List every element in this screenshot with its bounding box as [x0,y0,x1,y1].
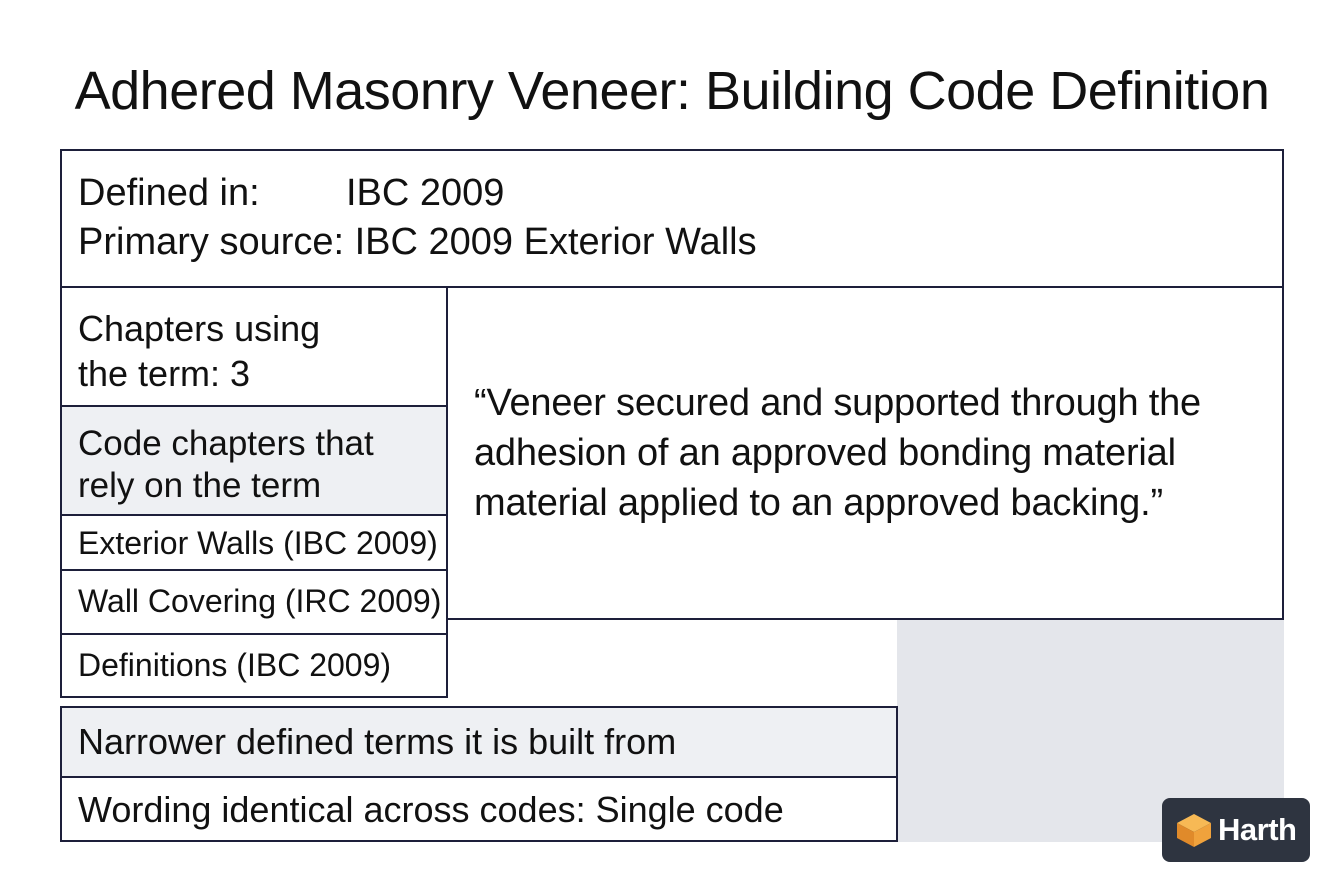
definition-line: adhesion of an approved bonding material [474,432,1176,474]
chapters-header-line: rely on the term [78,466,322,505]
chapters-count-cell [60,286,448,407]
wording-cell [60,776,898,842]
primary-source-value: IBC 2009 Exterior Walls [354,221,757,263]
chapters-header-cell [60,405,448,516]
chapters-count-text [78,306,320,396]
defined-in-value: IBC 2009 [346,172,505,214]
chapter-item-label: Exterior Walls (IBC 2009) [78,525,438,561]
chapters-header-line: Code chapters that [78,424,374,463]
wording-text: Wording identical across codes: Single code [78,789,784,830]
narrower-terms-header-cell [60,706,898,778]
chapter-item-label: Wall Covering (IRC 2009) [78,583,442,619]
brand-name: Harth [1218,812,1297,847]
chapter-item-label: Definitions (IBC 2009) [78,647,392,683]
definition-quote-panel [445,286,1284,620]
chapters-count-line: the term: 3 [78,353,251,394]
page-title: Adhered Masonry Veneer: Building Code Definition [74,61,1270,121]
chapters-count-line: Chapters using [78,308,321,349]
definition-line: “Veneer secured and supported through the [474,382,1201,424]
definition-line: material applied to an approved backing.” [474,482,1163,524]
chapters-header-text [78,423,374,507]
defined-in-label: Defined in: [78,172,260,214]
definition-text [474,378,1254,528]
chapter-item [60,633,448,698]
primary-source-row [78,218,757,266]
narrower-terms-header: Narrower defined terms it is built from [78,721,677,762]
brand-badge [1162,798,1310,862]
defined-in-row [78,169,504,217]
chapter-item [60,514,448,571]
cube-logo-icon [1174,812,1214,848]
definition-meta-panel [60,149,1284,288]
primary-source-label: Primary source: [78,221,345,263]
chapter-item [60,569,448,635]
